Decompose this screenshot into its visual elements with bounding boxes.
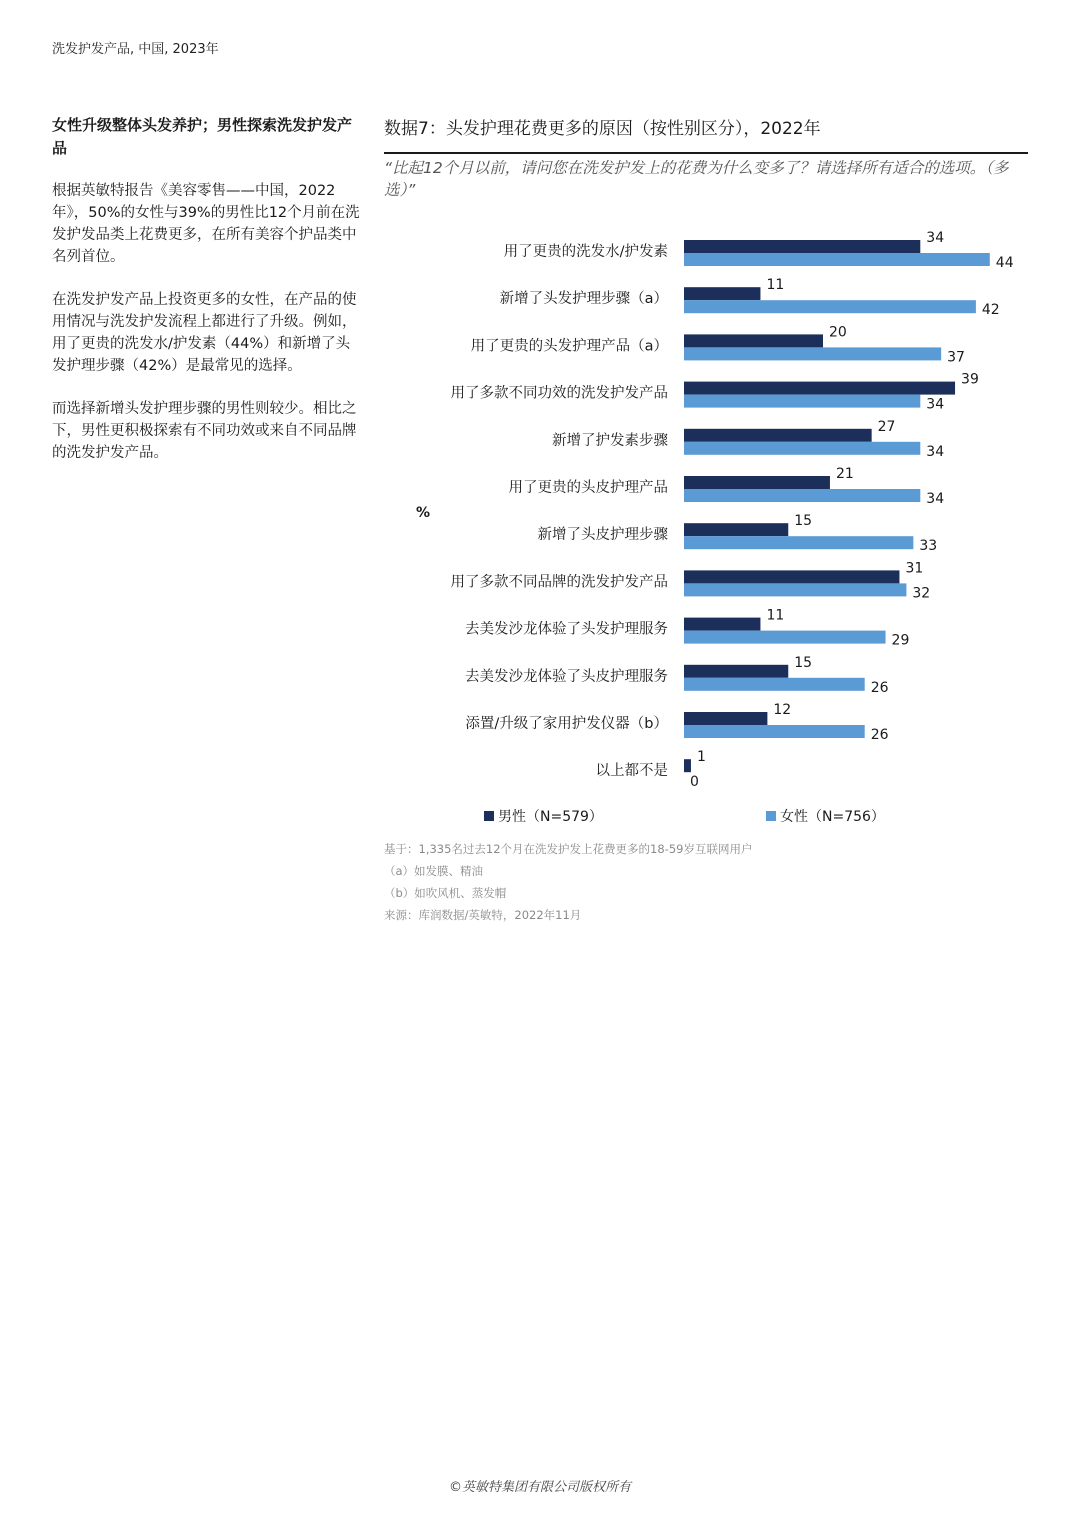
bar-male: [684, 476, 830, 489]
bar-male: [684, 382, 955, 395]
data-label-female: 32: [912, 585, 931, 602]
category-label: 去美发沙龙体验了头皮护理服务: [465, 668, 668, 685]
data-label-female: 34: [926, 443, 945, 460]
data-label-male: 20: [829, 324, 847, 341]
paragraph-3: 而选择新增头发护理步骤的男性则较少。相比之下，男性更积极探索有不同功效或来自不同品牌的洗发护发产品。: [52, 401, 357, 461]
note-b: （b）如吹风机、蒸发帽: [384, 886, 507, 900]
bar-male: [684, 759, 691, 772]
bar-female: [684, 536, 913, 549]
bar-female: [684, 583, 906, 596]
bar-female: [684, 300, 976, 313]
bar-male: [684, 429, 872, 442]
data-label-male: 39: [961, 371, 979, 388]
data-label-male: 12: [773, 702, 792, 718]
page-header: 洗发护发产品, 中国, 2023年: [52, 42, 219, 57]
category-label: 添置/升级了家用护发仪器（b）: [465, 716, 668, 732]
left-column: [52, 114, 364, 485]
legend-swatch-female: [766, 811, 776, 821]
bar-male: [684, 523, 788, 536]
category-label: 用了更贵的头皮护理产品: [508, 480, 668, 496]
data-label-female: 29: [891, 632, 910, 649]
bar-female: [684, 347, 941, 360]
chart-title: 数据7：头发护理花费更多的原因（按性别区分），2022年: [384, 119, 821, 139]
category-label: 用了多款不同品牌的洗发护发产品: [450, 574, 668, 591]
title-rule: [384, 152, 1028, 154]
data-label-male: 15: [794, 654, 813, 671]
note-a: （a）如发膜、精油: [384, 864, 484, 878]
data-label-female: 26: [870, 679, 889, 696]
legend-item-female: [766, 806, 885, 826]
data-label-male: 31: [905, 560, 924, 577]
chart-notes: [384, 838, 752, 926]
data-label-male: 1: [696, 749, 706, 766]
bar-female: [684, 631, 886, 644]
bar-male: [684, 618, 760, 631]
category-label: 新增了头皮护理步骤: [537, 527, 668, 544]
bar-male: [684, 665, 788, 678]
bar-female: [684, 395, 920, 408]
legend-item-male: [484, 806, 603, 826]
data-label-female: 33: [919, 538, 938, 555]
note-base: 基于：1,335名过去12个月在洗发护发上花费更多的18-59岁互联网用户: [384, 842, 753, 856]
legend-label-female: 女性（N=756）: [780, 809, 885, 825]
bar-female: [684, 253, 990, 266]
category-label: 用了更贵的洗发水/护发素: [503, 244, 668, 260]
category-label: 新增了护发素步骤: [552, 432, 668, 449]
data-label-male: 11: [766, 607, 785, 624]
data-label-female: 34: [926, 491, 945, 507]
bar-female: [684, 442, 920, 455]
unit-label: %: [416, 505, 431, 521]
legend-swatch-male: [484, 811, 494, 821]
data-label-female: 42: [981, 302, 1000, 319]
category-label: 用了多款不同功效的洗发护发产品: [450, 385, 668, 402]
bar-female: [684, 725, 865, 738]
bar-male: [684, 334, 823, 347]
bar-male: [684, 712, 767, 725]
data-label-female: 44: [995, 255, 1014, 271]
bar-chart: [384, 228, 1044, 800]
bar-female: [684, 678, 865, 691]
bar-male: [684, 240, 920, 253]
data-label-female: 37: [947, 349, 965, 366]
note-source: 来源：库润数据/英敏特，2022年11月: [384, 908, 582, 922]
data-label-male: 27: [877, 418, 896, 435]
data-label-male: 15: [794, 513, 813, 530]
survey-question: “比起12个月以前，请问您在洗发护发上的花费为什么变多了？请选择所有适合的选项。（多选）”: [384, 159, 1009, 199]
legend-label-male: 男性（N=579）: [498, 809, 603, 825]
copyright-footer: ©英敏特集团有限公司版权所有: [448, 1480, 631, 1495]
bar-male: [684, 570, 899, 583]
data-label-female: 26: [870, 727, 889, 743]
data-label-male: 11: [766, 277, 785, 294]
bar-male: [684, 287, 760, 300]
data-label-female: 34: [926, 396, 945, 413]
data-label-male: 21: [835, 466, 854, 482]
category-label: 以上都不是: [595, 763, 668, 780]
data-label-male: 34: [926, 230, 945, 246]
category-label: 用了更贵的头发护理产品（a）: [470, 338, 668, 355]
bar-female: [684, 489, 920, 502]
category-label: 新增了头发护理步骤（a）: [499, 291, 668, 308]
data-label-female: 0: [690, 774, 699, 791]
section-title: 女性升级整体头发养护；男性探索洗发护发产品: [52, 116, 353, 157]
category-label: 去美发沙龙体验了头发护理服务: [465, 621, 668, 638]
paragraph-2: 在洗发护发产品上投资更多的女性，在产品的使用情况与洗发护发流程上都进行了升级。例如，用了更贵的洗发水/护发素（44%）和新增了头发护理步骤（42%）是最常见的选择。: [52, 292, 357, 374]
paragraph-1: 根据英敏特报告《美容零售——中国，2022年》，50%的女性与39%的男性比12个月前在洗发护发品类上花费更多，在所有美容个护品类中名列首位。: [52, 183, 360, 265]
